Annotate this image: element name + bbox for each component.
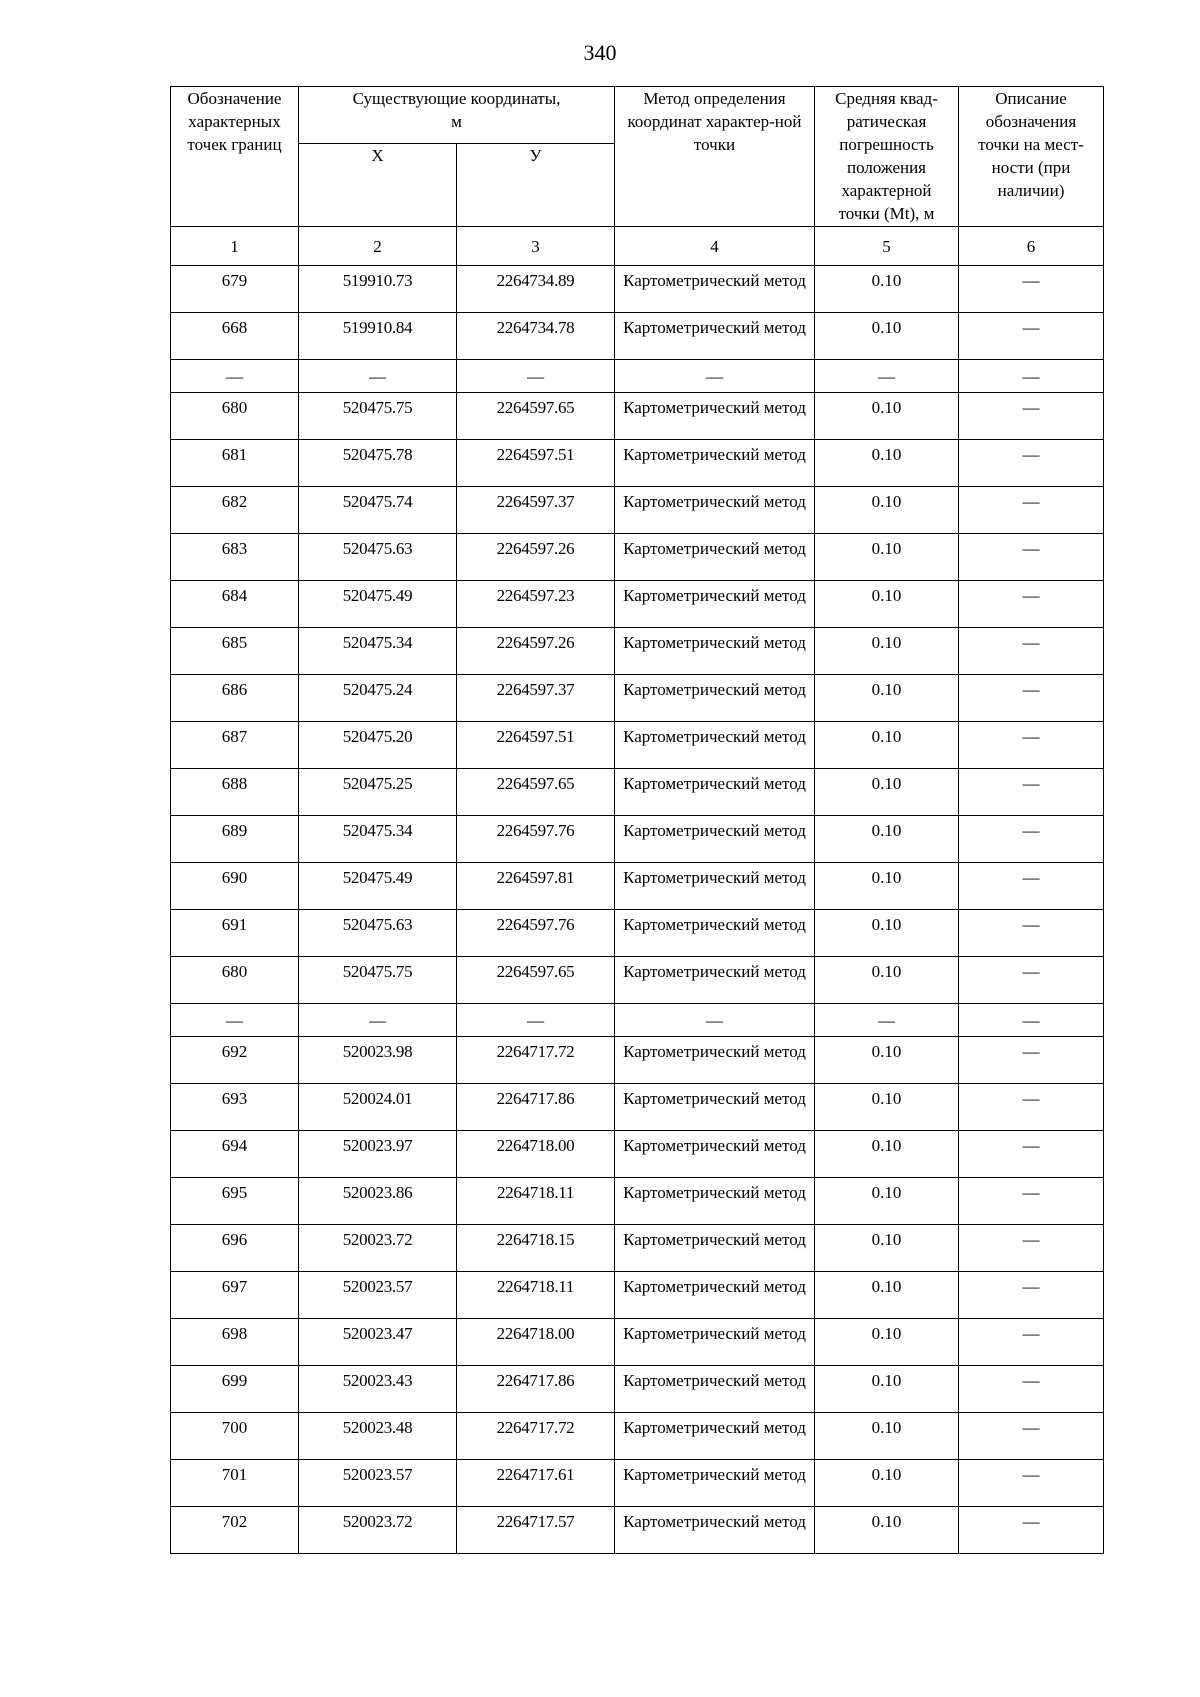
table-row [171, 487, 1104, 534]
cell-method: Картометрический метод [615, 1413, 815, 1460]
cell-description: — [959, 957, 1104, 1004]
table-row [171, 534, 1104, 581]
cell-point: 693 [171, 1084, 299, 1131]
cell-description: — [959, 1366, 1104, 1413]
cell-description: — [959, 1004, 1104, 1037]
cell-method: Картометрический метод [615, 1037, 815, 1084]
cell-mt: 0.10 [815, 581, 959, 628]
cell-mt: 0.10 [815, 1507, 959, 1554]
cell-x: 520023.72 [299, 1507, 457, 1554]
cell-y: 2264734.89 [457, 266, 615, 313]
cell-method: Картометрический метод [615, 1460, 815, 1507]
cell-mt: 0.10 [815, 487, 959, 534]
cell-x: 520023.72 [299, 1225, 457, 1272]
cell-description: — [959, 534, 1104, 581]
cell-method: Картометрический метод [615, 266, 815, 313]
cell-y: 2264718.11 [457, 1272, 615, 1319]
table-row [171, 1037, 1104, 1084]
table-row [171, 1507, 1104, 1554]
page-number: 340 [583, 40, 617, 65]
coordinates-table [170, 86, 1104, 1554]
cell-method: Картометрический метод [615, 628, 815, 675]
cell-mt: 0.10 [815, 722, 959, 769]
column-number: 2 [299, 227, 457, 266]
cell-point: 702 [171, 1507, 299, 1554]
cell-description: — [959, 1225, 1104, 1272]
cell-x: 520475.25 [299, 769, 457, 816]
cell-mt: 0.10 [815, 910, 959, 957]
cell-x: 520023.98 [299, 1037, 457, 1084]
cell-description: — [959, 1272, 1104, 1319]
cell-mt: 0.10 [815, 1413, 959, 1460]
cell-description: — [959, 581, 1104, 628]
cell-mt: 0.10 [815, 769, 959, 816]
cell-point: 680 [171, 393, 299, 440]
cell-point: 701 [171, 1460, 299, 1507]
cell-mt: 0.10 [815, 675, 959, 722]
cell-x: 520475.20 [299, 722, 457, 769]
cell-x: 520023.86 [299, 1178, 457, 1225]
table-row [171, 863, 1104, 910]
cell-description: — [959, 628, 1104, 675]
cell-y: 2264717.72 [457, 1037, 615, 1084]
cell-description: — [959, 360, 1104, 393]
cell-x: 520023.97 [299, 1131, 457, 1178]
cell-description: — [959, 722, 1104, 769]
table-row [171, 816, 1104, 863]
cell-method: Картометрический метод [615, 863, 815, 910]
cell-point: 686 [171, 675, 299, 722]
cell-point: 697 [171, 1272, 299, 1319]
cell-mt: 0.10 [815, 1460, 959, 1507]
cell-description: — [959, 1460, 1104, 1507]
cell-description: — [959, 1084, 1104, 1131]
cell-y: 2264718.00 [457, 1131, 615, 1178]
table-row [171, 313, 1104, 360]
cell-description: — [959, 266, 1104, 313]
cell-point: 690 [171, 863, 299, 910]
cell-point: 700 [171, 1413, 299, 1460]
cell-mt: 0.10 [815, 816, 959, 863]
cell-y: 2264597.76 [457, 910, 615, 957]
cell-mt: 0.10 [815, 1225, 959, 1272]
cell-x: 520475.75 [299, 957, 457, 1004]
cell-mt: 0.10 [815, 1178, 959, 1225]
cell-y: 2264717.61 [457, 1460, 615, 1507]
column-number: 5 [815, 227, 959, 266]
cell-method: Картометрический метод [615, 910, 815, 957]
cell-x: 520475.34 [299, 816, 457, 863]
cell-mt: — [815, 360, 959, 393]
cell-x: 520475.63 [299, 910, 457, 957]
header-x: X [299, 144, 457, 227]
cell-y: 2264718.11 [457, 1178, 615, 1225]
cell-method: Картометрический метод [615, 769, 815, 816]
cell-point: 687 [171, 722, 299, 769]
cell-description: — [959, 1413, 1104, 1460]
cell-point: 696 [171, 1225, 299, 1272]
table-row [171, 440, 1104, 487]
cell-mt: 0.10 [815, 957, 959, 1004]
cell-x: — [299, 1004, 457, 1037]
cell-mt: 0.10 [815, 1037, 959, 1084]
cell-x: 520475.49 [299, 863, 457, 910]
cell-x: 520475.75 [299, 393, 457, 440]
cell-method: Картометрический метод [615, 1225, 815, 1272]
table-row [171, 722, 1104, 769]
cell-method: Картометрический метод [615, 816, 815, 863]
cell-x: — [299, 360, 457, 393]
cell-x: 520475.34 [299, 628, 457, 675]
table-row [171, 1225, 1104, 1272]
cell-method: Картометрический метод [615, 440, 815, 487]
cell-method: Картометрический метод [615, 534, 815, 581]
separator-row [171, 360, 1104, 393]
cell-mt: 0.10 [815, 266, 959, 313]
cell-mt: 0.10 [815, 1366, 959, 1413]
column-number: 4 [615, 227, 815, 266]
cell-method: Картометрический метод [615, 957, 815, 1004]
cell-x: 520475.24 [299, 675, 457, 722]
cell-y: 2264717.57 [457, 1507, 615, 1554]
cell-y: 2264717.86 [457, 1366, 615, 1413]
cell-y: — [457, 360, 615, 393]
cell-y: 2264597.37 [457, 487, 615, 534]
table-row [171, 1319, 1104, 1366]
table-row [171, 1413, 1104, 1460]
cell-y: 2264597.65 [457, 393, 615, 440]
cell-method: — [615, 1004, 815, 1037]
column-number: 6 [959, 227, 1104, 266]
header-method: Метод определения координат характер-ной точки [615, 87, 815, 227]
cell-y: 2264597.76 [457, 816, 615, 863]
cell-y: 2264717.72 [457, 1413, 615, 1460]
cell-y: 2264597.65 [457, 957, 615, 1004]
column-number: 1 [171, 227, 299, 266]
table-row [171, 910, 1104, 957]
cell-x: 520475.49 [299, 581, 457, 628]
cell-x: 520475.74 [299, 487, 457, 534]
cell-y: — [457, 1004, 615, 1037]
cell-description: — [959, 863, 1104, 910]
table-row [171, 581, 1104, 628]
cell-description: — [959, 769, 1104, 816]
cell-point: 695 [171, 1178, 299, 1225]
table-row [171, 1178, 1104, 1225]
cell-method: Картометрический метод [615, 1178, 815, 1225]
cell-point: 691 [171, 910, 299, 957]
cell-method: Картометрический метод [615, 581, 815, 628]
header-point-designation: Обозначение характерных точек границ [171, 87, 299, 227]
cell-description: — [959, 1037, 1104, 1084]
table-row [171, 1084, 1104, 1131]
cell-description: — [959, 1131, 1104, 1178]
cell-description: — [959, 440, 1104, 487]
cell-point: 668 [171, 313, 299, 360]
table-row [171, 957, 1104, 1004]
cell-point: 685 [171, 628, 299, 675]
cell-point: 680 [171, 957, 299, 1004]
cell-point: 698 [171, 1319, 299, 1366]
cell-mt: 0.10 [815, 628, 959, 675]
cell-description: — [959, 1507, 1104, 1554]
cell-method: Картометрический метод [615, 1507, 815, 1554]
cell-description: — [959, 675, 1104, 722]
header-description: Описание обозначения точки на мест-ности (при наличии) [959, 87, 1104, 227]
column-numbers-row [171, 227, 1104, 266]
table-row [171, 769, 1104, 816]
cell-method: Картометрический метод [615, 393, 815, 440]
table-row [171, 1131, 1104, 1178]
cell-y: 2264718.15 [457, 1225, 615, 1272]
cell-point: 683 [171, 534, 299, 581]
table-row [171, 628, 1104, 675]
cell-method: Картометрический метод [615, 1084, 815, 1131]
cell-description: — [959, 1319, 1104, 1366]
table-row [171, 1272, 1104, 1319]
cell-method: Картометрический метод [615, 1319, 815, 1366]
table-row [171, 1366, 1104, 1413]
header-existing-coordinates: Существующие координаты, м [299, 87, 615, 144]
cell-y: 2264597.51 [457, 440, 615, 487]
cell-mt: 0.10 [815, 1084, 959, 1131]
cell-point: 679 [171, 266, 299, 313]
table-row [171, 393, 1104, 440]
cell-y: 2264597.65 [457, 769, 615, 816]
cell-x: 519910.73 [299, 266, 457, 313]
cell-point: 684 [171, 581, 299, 628]
header-y: У [457, 144, 615, 227]
cell-method: Картометрический метод [615, 487, 815, 534]
cell-mt: 0.10 [815, 1131, 959, 1178]
cell-method: Картометрический метод [615, 1366, 815, 1413]
table-header [171, 87, 1104, 266]
cell-description: — [959, 816, 1104, 863]
cell-point: — [171, 360, 299, 393]
cell-method: — [615, 360, 815, 393]
cell-y: 2264597.26 [457, 534, 615, 581]
cell-point: 689 [171, 816, 299, 863]
table-row [171, 266, 1104, 313]
cell-point: 692 [171, 1037, 299, 1084]
cell-method: Картометрический метод [615, 1131, 815, 1178]
cell-y: 2264718.00 [457, 1319, 615, 1366]
column-number: 3 [457, 227, 615, 266]
cell-point: — [171, 1004, 299, 1037]
cell-point: 681 [171, 440, 299, 487]
cell-description: — [959, 313, 1104, 360]
cell-description: — [959, 487, 1104, 534]
cell-mt: 0.10 [815, 1319, 959, 1366]
cell-y: 2264734.78 [457, 313, 615, 360]
cell-x: 520475.63 [299, 534, 457, 581]
cell-x: 520023.57 [299, 1272, 457, 1319]
cell-x: 520023.48 [299, 1413, 457, 1460]
cell-x: 519910.84 [299, 313, 457, 360]
table-body [171, 266, 1104, 1554]
cell-description: — [959, 910, 1104, 957]
cell-method: Картометрический метод [615, 722, 815, 769]
cell-method: Картометрический метод [615, 313, 815, 360]
cell-x: 520023.43 [299, 1366, 457, 1413]
cell-y: 2264597.23 [457, 581, 615, 628]
cell-y: 2264597.37 [457, 675, 615, 722]
cell-description: — [959, 1178, 1104, 1225]
cell-point: 694 [171, 1131, 299, 1178]
cell-mt: 0.10 [815, 534, 959, 581]
cell-method: Картометрический метод [615, 1272, 815, 1319]
cell-y: 2264717.86 [457, 1084, 615, 1131]
cell-x: 520023.57 [299, 1460, 457, 1507]
cell-mt: 0.10 [815, 440, 959, 487]
cell-x: 520475.78 [299, 440, 457, 487]
cell-x: 520024.01 [299, 1084, 457, 1131]
cell-point: 682 [171, 487, 299, 534]
cell-y: 2264597.51 [457, 722, 615, 769]
cell-mt: 0.10 [815, 393, 959, 440]
cell-description: — [959, 393, 1104, 440]
cell-mt: 0.10 [815, 1272, 959, 1319]
cell-x: 520023.47 [299, 1319, 457, 1366]
header-mean-square-error: Средняя квад-ратическая погрешность положения характерной точки (Mt), м [815, 87, 959, 227]
cell-mt: 0.10 [815, 863, 959, 910]
cell-y: 2264597.81 [457, 863, 615, 910]
table-row [171, 1460, 1104, 1507]
cell-point: 699 [171, 1366, 299, 1413]
separator-row [171, 1004, 1104, 1037]
cell-mt: 0.10 [815, 313, 959, 360]
cell-mt: — [815, 1004, 959, 1037]
cell-method: Картометрический метод [615, 675, 815, 722]
table-row [171, 675, 1104, 722]
cell-point: 688 [171, 769, 299, 816]
cell-y: 2264597.26 [457, 628, 615, 675]
